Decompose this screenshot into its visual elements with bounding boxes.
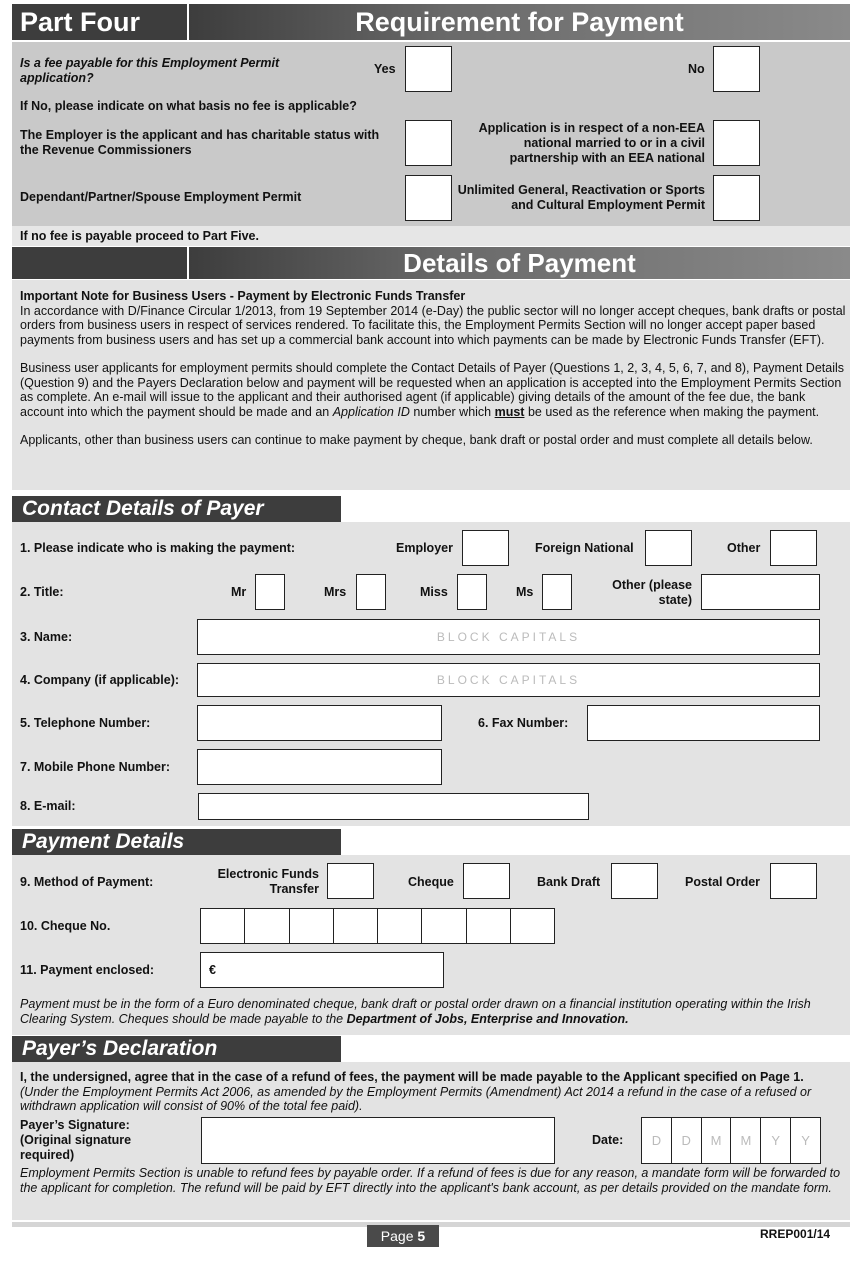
- foreign-label: Foreign National: [535, 541, 634, 555]
- fee-no-label: No: [688, 62, 705, 76]
- draft-checkbox[interactable]: [611, 863, 658, 899]
- miss-label: Miss: [420, 585, 448, 599]
- signature-field[interactable]: [201, 1117, 555, 1164]
- details-title: Details of Payment: [189, 247, 850, 279]
- declaration-section-title: Payer’s Declaration: [12, 1036, 341, 1062]
- date-label: Date:: [592, 1133, 624, 1147]
- telephone-field[interactable]: [197, 705, 442, 741]
- eft-note-p2: Business user applicants for employment permits should complete the Contact Details of Payer (Questions 1, 2, 3, 4, 5, 6, 7, and 8), Payment Details (Question 9) and the Payers Declaration below and payment will be requested when an application is accepted into the Employment Permits Section as complete. An e-mail will issue to the applicant and their authorised agent (if applicable) giving details of the amount of the fee due, the bank account into which the payment should be made and an Application ID number which must be used as the reference when making the payment.: [20, 361, 845, 419]
- email-field[interactable]: [198, 793, 589, 820]
- refund-note: Employment Permits Section is unable to refund fees by payable order. If a refund of fees is due for any reason, a mandate form will be forwarded to the applicant for completion. The refund will be paid by EFT directly into the applicant's bank account, as per details provided on the mandate form.: [20, 1166, 841, 1195]
- eft-checkbox[interactable]: [327, 863, 374, 899]
- signature-label: Payer’s Signature: (Original signature required): [20, 1118, 132, 1162]
- date-digit: D: [672, 1118, 702, 1163]
- q4-label: 4. Company (if applicable):: [20, 673, 180, 687]
- mrs-label: Mrs: [324, 585, 347, 599]
- form-code: RREP001/14: [760, 1227, 831, 1241]
- payer-other-checkbox[interactable]: [770, 530, 817, 566]
- postal-label: Postal Order: [685, 875, 761, 889]
- fax-field[interactable]: [587, 705, 820, 741]
- date-digit: Y: [761, 1118, 791, 1163]
- ms-checkbox[interactable]: [542, 574, 572, 610]
- mrs-checkbox[interactable]: [356, 574, 386, 610]
- employer-label: Employer: [396, 541, 453, 555]
- euro-symbol: €: [209, 963, 216, 977]
- fee-yes-label: Yes: [374, 62, 396, 76]
- eft-note-title: Important Note for Business Users - Payment by Electronic Funds Transfer: [20, 289, 466, 303]
- dependant-label: Dependant/Partner/Spouse Employment Permit: [20, 190, 302, 204]
- proceed-note: If no fee is payable proceed to Part Five.: [20, 229, 259, 243]
- fee-no-checkbox[interactable]: [713, 46, 760, 92]
- employer-checkbox[interactable]: [462, 530, 509, 566]
- q2-label: 2. Title:: [20, 585, 64, 599]
- cheque-checkbox[interactable]: [463, 863, 510, 899]
- q9-label: 9. Method of Payment:: [20, 875, 154, 889]
- cheque-label: Cheque: [408, 875, 454, 889]
- title-other-label: Other (please state): [612, 578, 692, 607]
- unlimited-label: Unlimited General, Reactivation or Sports and Cultural Employment Permit: [457, 183, 705, 212]
- non-eea-label: Application is in respect of a non-EEA national married to or in a civil partnership with an EEA national: [478, 121, 705, 165]
- payment-note: Payment must be in the form of a Euro denominated cheque, bank draft or postal order drawn on a financial institution operating within the Irish Clearing System. Cheques should be made payable to the Department of Jobs, Enterprise and Innovation.: [20, 997, 811, 1026]
- charitable-checkbox[interactable]: [405, 120, 452, 166]
- date-digit: M: [731, 1118, 761, 1163]
- date-digit: Y: [801, 1133, 810, 1148]
- part-title: Requirement for Payment: [189, 4, 850, 40]
- eft-note-p3: Applicants, other than business users can continue to make payment by cheque, bank draft or postal order and must complete all details below.: [20, 433, 813, 447]
- dependant-checkbox[interactable]: [405, 175, 452, 221]
- payment-section-title: Payment Details: [12, 829, 341, 855]
- fee-yes-checkbox[interactable]: [405, 46, 452, 92]
- mr-label: Mr: [231, 585, 247, 599]
- q8-label: 8. E-mail:: [20, 799, 76, 813]
- q1-label: 1. Please indicate who is making the payment:: [20, 541, 296, 555]
- declaration-text: I, the undersigned, agree that in the case of a refund of fees, the payment will be made payable to the Applicant specified on Page 1. (Under the Employment Permits Act 2006, as amended by the Employment Permits (Amendment) Act 2014 a refund in the case of a refused or withdrawn application will consist of 90% of the total fee paid).: [20, 1070, 812, 1113]
- name-field[interactable]: BLOCK CAPITALS: [197, 619, 820, 655]
- date-digit: D: [642, 1118, 672, 1163]
- part-label: Part Four: [12, 4, 187, 40]
- draft-label: Bank Draft: [537, 875, 601, 889]
- basis-question: If No, please indicate on what basis no fee is applicable?: [20, 99, 357, 113]
- foreign-checkbox[interactable]: [645, 530, 692, 566]
- details-header-left: [12, 247, 187, 279]
- contact-section-title: Contact Details of Payer: [12, 496, 341, 522]
- postal-checkbox[interactable]: [770, 863, 817, 899]
- q10-label: 10. Cheque No.: [20, 919, 111, 933]
- date-digit: M: [702, 1118, 732, 1163]
- payment-enclosed-field[interactable]: [200, 952, 444, 988]
- fee-question: Is a fee payable for this Employment Permit application?: [20, 56, 280, 85]
- cheque-no-field[interactable]: [200, 908, 555, 944]
- ms-label: Ms: [516, 585, 534, 599]
- date-field[interactable]: [641, 1117, 821, 1164]
- mobile-field[interactable]: [197, 749, 442, 785]
- q5-label: 5. Telephone Number:: [20, 716, 151, 730]
- unlimited-checkbox[interactable]: [713, 175, 760, 221]
- eft-note: [20, 289, 846, 448]
- q7-label: 7. Mobile Phone Number:: [20, 760, 171, 774]
- q11-label: 11. Payment enclosed:: [20, 963, 155, 977]
- page-number: Page 5: [367, 1225, 439, 1247]
- q6-label: 6. Fax Number:: [478, 716, 569, 730]
- title-other-field[interactable]: [701, 574, 820, 610]
- non-eea-checkbox[interactable]: [713, 120, 760, 166]
- eft-label: Electronic Funds Transfer: [217, 867, 319, 896]
- q3-label: 3. Name:: [20, 630, 73, 644]
- payer-other-label: Other: [727, 541, 761, 555]
- mr-checkbox[interactable]: [255, 574, 285, 610]
- charitable-label: The Employer is the applicant and has charitable status with the Revenue Commissioners: [20, 128, 380, 157]
- eft-note-p1: In accordance with D/Finance Circular 1/2013, from 19 September 2014 (e-Day) the public sector will no longer accept cheques, bank drafts or postal orders from business users in respect of services rendered. To facilitate this, the Employment Permits Section will no longer accept paper based payments from business users and has set up a commercial bank account into which payments can be made by Electronic Funds Transfer (EFT).: [20, 303, 846, 347]
- miss-checkbox[interactable]: [457, 574, 487, 610]
- company-field[interactable]: BLOCK CAPITALS: [197, 663, 820, 697]
